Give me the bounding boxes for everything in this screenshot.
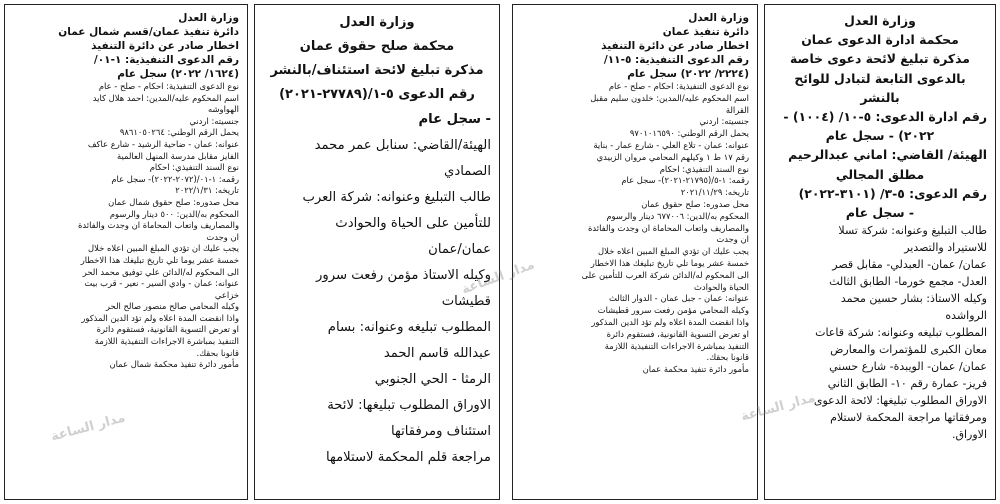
- notice-column-execution-amman: [512, 4, 758, 500]
- notice-column-civil-court: [254, 4, 500, 500]
- notice-line: قانونا بحقك.: [706, 352, 749, 363]
- notice-line: والمصاريف واتعاب المحاماة ان وجدت والفائدة: [77, 220, 239, 231]
- notice-line: للتأمين على الحياة والحوادث: [335, 216, 491, 231]
- notice-line: وكيله الاستاذ: بشار حسين محمد: [840, 292, 987, 306]
- notice-line: يجب عليك ان تؤدي المبلغ المبين اعلاه خلال: [598, 246, 749, 257]
- notice-line: الى المحكوم له/الدائن شركة العرب للتأمين على: [581, 269, 749, 280]
- notice-line: خمسة عشر يوما تلي تاريخ تبليغك هذا الاخطار: [80, 254, 239, 265]
- notice-line: المحكوم به/الدين: ٥٠٠ دينار والرسوم: [109, 208, 239, 219]
- notice-title-block: [521, 11, 749, 81]
- notice-line: ٢٠٢٢) - سجل عام: [825, 128, 935, 144]
- notice-line: مأمور دائرة تنفيذ محكمة عمان: [642, 364, 749, 375]
- notice-line: بالنشر: [860, 89, 900, 105]
- notice-body-block: [773, 222, 987, 443]
- notice-line: تاريخه: ٢٠٢٢/١/٣١: [175, 185, 239, 196]
- notice-line: استئناف ومرفقاتها: [390, 424, 491, 439]
- notice-line: وكيله الاستاذ مؤمن رفعت سرور: [316, 268, 491, 283]
- notice-line: ان وجدت: [206, 231, 239, 242]
- notice-body-block: [13, 81, 239, 371]
- notice-title-block: [263, 11, 491, 107]
- watermark-text: مدار الساعة: [459, 257, 537, 298]
- notice-line: نوع السند التنفيذي: احكام: [659, 163, 749, 174]
- notice-line: دائرة تنفيذ عمان/قسم شمال عمان: [58, 26, 239, 38]
- notice-line: نوع الدعوى التنفيذية: احكام - صلح - عام: [98, 81, 239, 91]
- notice-line: (٢٢٢٤/ ٢٠٢٢) سجل عام: [627, 68, 749, 80]
- notice-line: الهيئة/ القاضي: اماني عبدالرحيم: [788, 147, 987, 163]
- notice-line: محل صدوره: صلح حقوق شمال عمان: [108, 196, 239, 207]
- notice-line: المطلوب تبليغه وعنوانه: بسام: [327, 320, 491, 335]
- notice-body-block: [263, 107, 491, 471]
- notice-line: رقمه: ١-٠١/(٢٠٧٢-٢٠٢٢)- سجل عام: [111, 173, 239, 184]
- notice-line: او تعرض التسوية القانونية، فستقوم دائرة: [606, 328, 749, 339]
- notice-line: رقم الدعوى: ٥-٣/ (٣١٠١-٢٠٢٢): [798, 185, 987, 201]
- watermark-text: مدار الساعة: [49, 410, 127, 445]
- notice-line: وزارة العدل: [844, 13, 916, 28]
- notice-line: وزارة العدل: [339, 15, 415, 30]
- notice-column-execution-north-amman: [4, 4, 248, 500]
- notice-line: اسم المحكوم عليه/المدين: خلدون سليم مقبل: [590, 92, 749, 103]
- notice-line: رقمه: ١-٥/(٢١٧٩٥-٢٠٢١)- سجل عام: [621, 175, 749, 186]
- notice-line: محكمة ادارة الدعوى عمان: [801, 32, 959, 48]
- notice-line: او تعرض التسوية القانونية، فستقوم دائرة: [96, 324, 239, 335]
- notice-line: الرواشده: [945, 309, 987, 323]
- notice-line: دائرة تنفيذ عمان: [662, 26, 749, 38]
- notice-line: وكيله المحامي صالح منصور صالح الحر: [105, 301, 239, 312]
- notice-line: مذكرة تبليغ لائحة دعوى خاصة: [790, 51, 970, 67]
- notice-line: خزاعي: [214, 289, 239, 300]
- notice-line: بالدعوى التابعة لتبادل للوائح: [794, 70, 966, 86]
- notice-line: مأمور دائرة تنفيذ محكمة شمال عمان: [109, 359, 239, 370]
- notice-line: الاوراق المطلوب تبليغها: لائحة: [327, 398, 491, 413]
- notice-line: (١٦٢٤/ ٢٠٢٢) سجل عام: [117, 68, 239, 80]
- notice-line: التنفيذ بمباشرة الاجراءات التنفيذية اللازمة: [604, 340, 749, 351]
- notice-line: ومرفقاتها مراجعة المحكمة لاستلام: [830, 411, 987, 425]
- notice-line: عمان/عمان: [428, 242, 491, 257]
- notice-line: وزارة العدل: [178, 12, 239, 24]
- notice-line: واذا انقضت المدة اعلاه ولم تؤد الدين المذكور: [81, 312, 239, 323]
- notice-line: جنسيته: اردني: [699, 116, 749, 127]
- watermark-text: مدار الساعة: [739, 390, 817, 425]
- notice-line: عمان/ عمان- العبدلي- مقابل قصر: [832, 258, 987, 272]
- notice-line: التنفيذ بمباشرة الاجراءات التنفيذية اللازمة: [94, 336, 239, 347]
- notice-line: فريز- عمارة رقم ١٠- الطابق الثاني: [827, 377, 987, 391]
- notice-line: الهواوشه: [208, 104, 239, 115]
- notice-line: واذا انقضت المدة اعلاه ولم تؤد الدين المذكور: [591, 316, 749, 327]
- notice-line: خمسة عشر يوما تلي تاريخ تبليغك هذا الاخطار: [590, 257, 749, 268]
- notice-line: يحمل الرقم الوطني: ٩٨٦١٠٥٠٢٦٤: [119, 127, 239, 138]
- notice-line: الفايز مقابل مدرسة المنهل العالمية: [117, 150, 239, 161]
- notice-line: تاريخه: ٢٠٢١/١١/٢٩: [680, 187, 749, 198]
- notice-line: يجب عليك ان تؤدي المبلغ المبين اعلاه خلال: [88, 243, 239, 254]
- notice-body-block: [521, 81, 749, 376]
- notice-line: المطلوب تبليغه وعنوانه: شركة قاعات: [815, 326, 987, 340]
- notice-line: الصمادي: [444, 164, 491, 179]
- notice-line: عنوانه: عمان - تلاع العلي - شارع عمار - بناية: [593, 139, 749, 150]
- notice-line: المحكوم به/الدين: ٦٧٧٠٠٦ دينار والرسوم: [606, 210, 749, 221]
- notice-line: اخطار صادر عن دائرة التنفيذ: [601, 40, 749, 52]
- notice-line: مراجعة قلم المحكمة لاستلامها: [326, 450, 491, 465]
- notice-line: قانونا بحقك.: [196, 347, 239, 358]
- notice-line: طالب التبليغ وعنوانه: شركة العرب: [302, 190, 491, 205]
- notice-line: نوع السند التنفيذي: احكام: [149, 162, 239, 173]
- notice-line: رقم ١٧ ط ١ وكيلهم المحامي مروان الزبيدي: [596, 151, 749, 162]
- notice-line: يحمل الرقم الوطني: ٩٧٠١٠١٦٥٩٠: [629, 128, 749, 139]
- notice-line: العدل- مجمع خورما- الطابق الثالث: [829, 275, 987, 289]
- notice-line: القرالة: [725, 104, 749, 115]
- notice-line: وزارة العدل: [688, 12, 749, 24]
- notice-line: رقم الدعوى ٥-١/(٢٧٧٨٩-٢٠٢١): [279, 87, 475, 102]
- notice-line: محكمة صلح حقوق عمان: [299, 39, 455, 54]
- notice-line: عنوانه: عمان - وادي السير - نعير - قرب بيت: [84, 278, 239, 289]
- notice-line: رقم الدعوى التنفيذية: ٥-١١/: [603, 54, 749, 66]
- notice-line: قطيشات: [441, 294, 491, 309]
- notice-column-claim-management: [764, 4, 996, 500]
- notice-line: مطلق المجالي: [835, 166, 925, 182]
- notice-line: معان الكبرى للمؤتمرات والمعارض: [830, 343, 987, 357]
- notice-line: الهيئة/القاضي: سنابل عمر محمد: [314, 138, 491, 153]
- notice-title-block: [773, 11, 987, 222]
- notice-line: الاوراق المطلوب تبليغها: لائحة الدعوى: [813, 394, 987, 408]
- notice-line: - سجل عام: [418, 112, 491, 127]
- notice-line: الحياة والحوادث: [693, 281, 749, 292]
- notice-line: جنسيته: اردني: [189, 115, 239, 126]
- notice-line: عنوانه: عمان - جبل عمان - الدوار الثالث: [608, 293, 749, 304]
- notice-line: محل صدوره: صلح حقوق عمان: [641, 198, 749, 209]
- notice-line: ان وجدت: [716, 234, 749, 245]
- notice-line: الى المحكوم له/الدائن علي توفيق محمد الحر: [82, 266, 239, 277]
- notice-line: رقم الدعوى التنفيذية: ١-٠١/: [93, 54, 239, 66]
- notice-line: مذكرة تبليغ لائحة استئناف/بالنشر: [270, 63, 484, 78]
- notice-line: اسم المحكوم عليه/المدين: احمد هلال كايد: [92, 92, 239, 103]
- notice-line: طالب التبليغ وعنوانه: شركة تسلا: [838, 224, 987, 238]
- notice-line: - سجل عام: [845, 205, 915, 221]
- notice-line: للاستيراد والتصدير: [904, 241, 987, 255]
- notice-line: نوع الدعوى التنفيذية: احكام - صلح - عام: [608, 81, 749, 91]
- notice-line: الاوراق.: [951, 428, 987, 442]
- notice-title-block: [13, 11, 239, 81]
- notice-line: عمان/ عمان- الويبدة- شارع حسني: [829, 360, 987, 374]
- notice-line: والمصاريف واتعاب المحاماة ان وجدت والفائدة: [587, 222, 749, 233]
- notice-line: عبدالله قاسم الحمد: [383, 346, 491, 361]
- notice-line: عنوانه: عمان - ضاحية الرشيد - شارع عاكف: [87, 138, 239, 149]
- notice-line: الرمثا - الحي الجنوبي: [374, 372, 491, 387]
- notice-line: رقم ادارة الدعوى: ٥-١٠/ (١٠٠٤) -: [783, 109, 987, 125]
- notice-line: وكيله المحامي مؤمن رفعت سرور قطيشات: [597, 305, 749, 316]
- notice-line: اخطار صادر عن دائرة التنفيذ: [91, 40, 239, 52]
